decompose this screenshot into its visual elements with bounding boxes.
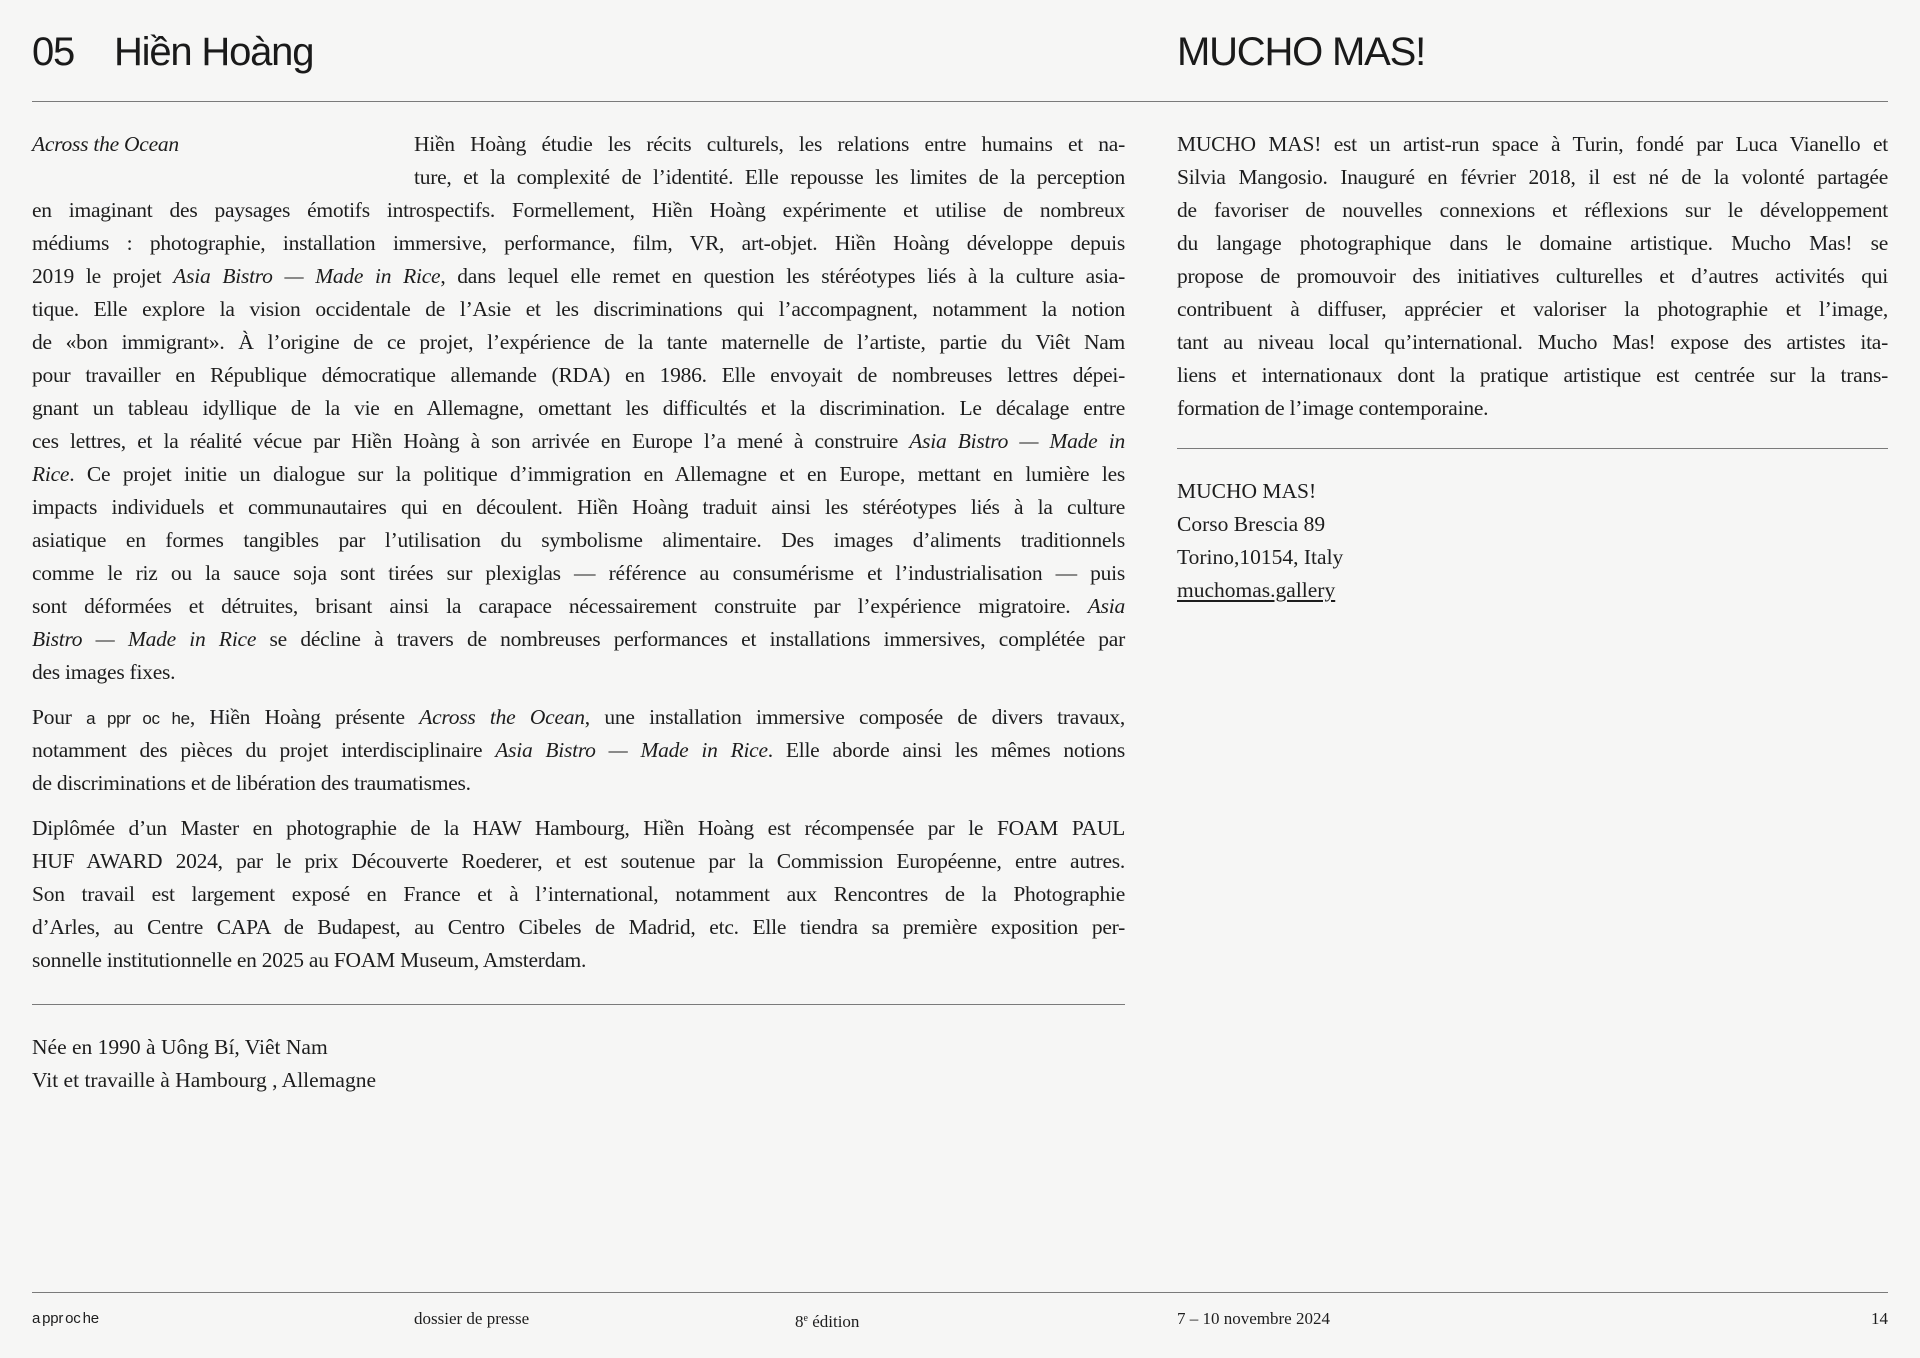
text-line: de favoriser de nouvelles connexions et réflexions sur le développement: [1177, 198, 1888, 222]
venue-city: Torino,10154, Italy: [1177, 545, 1344, 569]
project-title-inline: Bistro — Made in Rice: [32, 627, 257, 651]
work-title: Across the Ocean: [32, 132, 179, 156]
text-line: gnant un tableau idyllique de la vie en Allemagne, omettant les difficultés et la discrimination. Le décalage entre: [32, 396, 1125, 420]
text-line: liens et internationaux dont la pratique artistique est centrée sur la trans-: [1177, 363, 1888, 387]
text-line: Hiền Hoàng étudie les récits culturels, les relations entre humains et na-: [414, 132, 1125, 156]
text-line: pour travailler en République démocratique allemande (RDA) en 1986. Elle envoyait de nombreuses lettres dépei-: [32, 363, 1125, 387]
text-fragment: notamment des pièces du projet interdisciplinaire: [32, 738, 496, 762]
bio-divider: [32, 1004, 1125, 1005]
edition-number: 8: [795, 1312, 804, 1331]
address-divider: [1177, 448, 1888, 449]
text-line: du langage photographique dans le domaine artistique. Mucho Mas! se: [1177, 231, 1888, 255]
venue-name: MUCHO MAS!: [1177, 479, 1317, 503]
work-title-inline: Across the Ocean: [419, 705, 585, 729]
residence-info: Vit et travaille à Hambourg , Allemagne: [32, 1068, 376, 1092]
text-fragment: ces lettres, et la réalité vécue par Hiền Hoàng à son arrivée en Europe l’a mené à construire: [32, 429, 910, 453]
project-title-inline: Asia Bistro — Made in Rice: [495, 738, 768, 762]
page-number: 14: [1871, 1309, 1888, 1328]
text-line: médiums : photographie, installation immersive, performance, film, VR, art-objet. Hiền Hoàng développe depuis: [32, 231, 1125, 255]
text-fragment: . Elle aborde ainsi les mêmes notions: [767, 738, 1125, 762]
text-line: [32, 590, 1125, 623]
text-line: tique. Elle explore la vision occidentale de l’Asie et les discriminations qui l’accompagnent, notamment la notion: [32, 297, 1125, 321]
text-line: [32, 458, 1125, 491]
text-fragment: , dans lequel elle remet en question les stéréotypes liés à la culture asia-: [440, 264, 1126, 288]
venue-street: Corso Brescia 89: [1177, 512, 1326, 536]
text-fragment: 2019 le projet: [32, 264, 174, 288]
text-line: HUF AWARD 2024, par le prix Découverte Roederer, et est soutenue par la Commission Européenne, entre autres.: [32, 849, 1125, 873]
artist-name-heading: Hiền Hoàng: [114, 30, 314, 74]
text-line: asiatique en formes tangibles par l’utilisation du symbolisme alimentaire. Des images d’aliments traditionnels: [32, 528, 1125, 552]
text-line: propose de promouvoir des initiatives culturelles et d’autres activités qui: [1177, 264, 1888, 288]
edition-word: édition: [807, 1312, 860, 1331]
text-line: [32, 425, 1125, 458]
text-fragment: , Hiền Hoàng présente: [189, 705, 420, 729]
project-title-inline: Rice: [32, 462, 70, 486]
approche-logo-inline: a ppr oc he: [86, 709, 190, 728]
birth-info: Née en 1990 à Uông Bí, Viêt Nam: [32, 1035, 328, 1059]
text-line: MUCHO MAS! est un artist-run space à Turin, fondé par Luca Vianello et: [1177, 132, 1888, 156]
text-line: [32, 623, 1125, 656]
text-line: contribuent à diffuser, apprécier et valoriser la photographie et l’image,: [1177, 297, 1888, 321]
first-line: [32, 128, 1125, 161]
section-number: 05: [32, 30, 75, 74]
project-title-inline: Asia Bistro — Made in Rice: [173, 264, 441, 288]
text-fragment: . Ce projet initie un dialogue sur la politique d’immigration en Allemagne et en Europe, mettant en lumière les: [69, 462, 1125, 486]
text-fragment: sont déformées et détruites, brisant ainsi la carapace nécessairement construite par l’expérience migratoire.: [32, 594, 1088, 618]
artist-bio: [32, 1031, 376, 1097]
text-line: impacts individuels et communautaires qui en découlent. Hiền Hoàng traduit ainsi les stéréotypes liés à la culture: [32, 495, 1125, 519]
text-line: de discriminations et de libération des traumatismes.: [32, 771, 471, 795]
footer-dates: 7 – 10 novembre 2024: [1177, 1309, 1330, 1328]
project-title-inline: Asia Bistro — Made in: [909, 429, 1125, 453]
footer-doc-type: dossier de presse: [414, 1309, 530, 1328]
artist-paragraph-1: [32, 128, 1125, 689]
artist-text-column: [32, 128, 1125, 989]
text-fragment: , une installation immersive composée de divers travaux,: [584, 705, 1126, 729]
project-title-inline: Asia: [1087, 594, 1125, 618]
text-line: formation de l’image contemporaine.: [1177, 396, 1489, 420]
text-line: sonnelle institutionnelle en 2025 au FOAM Museum, Amsterdam.: [32, 948, 587, 972]
venue-website-link[interactable]: muchomas.gallery: [1177, 578, 1336, 602]
venue-text-column: [1177, 128, 1888, 425]
text-line: en imaginant des paysages émotifs introspectifs. Formellement, Hiền Hoàng expérimente et utilise de nombreux: [32, 198, 1125, 222]
text-line: Son travail est largement exposé en France et à l’international, notamment aux Rencontres de la Photographie: [32, 882, 1125, 906]
edition-superscript: e: [803, 1313, 808, 1324]
header-divider: [32, 101, 1888, 102]
text-fragment: se décline à travers de nombreuses performances et installations immersives, complétée par: [256, 627, 1125, 651]
footer-edition: [795, 1307, 859, 1334]
venue-address: [1177, 475, 1343, 607]
text-line: de «bon immigrant». À l’origine de ce projet, l’expérience de la tante maternelle de l’artiste, partie du Viêt Nam: [32, 330, 1125, 354]
text-line: [32, 260, 1125, 293]
artist-paragraph-3: [32, 812, 1125, 977]
footer-divider: [32, 1292, 1888, 1293]
text-line: d’Arles, au Centre CAPA de Budapest, au Centro Cibeles de Madrid, etc. Elle tiendra sa première exposition per-: [32, 915, 1125, 939]
text-fragment: Pour: [32, 705, 87, 729]
artist-paragraph-2: [32, 701, 1125, 800]
text-line: [32, 701, 1125, 734]
text-line: tant au niveau local qu’international. Mucho Mas! expose des artistes ita-: [1177, 330, 1888, 354]
text-line: Diplômée d’un Master en photographie de la HAW Hambourg, Hiền Hoàng est récompensée par le FOAM PAUL: [32, 816, 1125, 840]
footer-logo: a ppr oc he: [32, 1310, 99, 1327]
text-line: ture, et la complexité de l’identité. Elle repousse les limites de la perception: [414, 165, 1125, 189]
text-line: des images fixes.: [32, 660, 176, 684]
text-line: comme le riz ou la sauce soja sont tirées sur plexiglas — référence au consumérisme et l’industrialisation — puis: [32, 561, 1125, 585]
venue-heading: MUCHO MAS!: [1177, 30, 1426, 74]
text-line: Silvia Mangosio. Inauguré en février 2018, il est né de la volonté partagée: [1177, 165, 1888, 189]
text-line: [32, 734, 1125, 767]
